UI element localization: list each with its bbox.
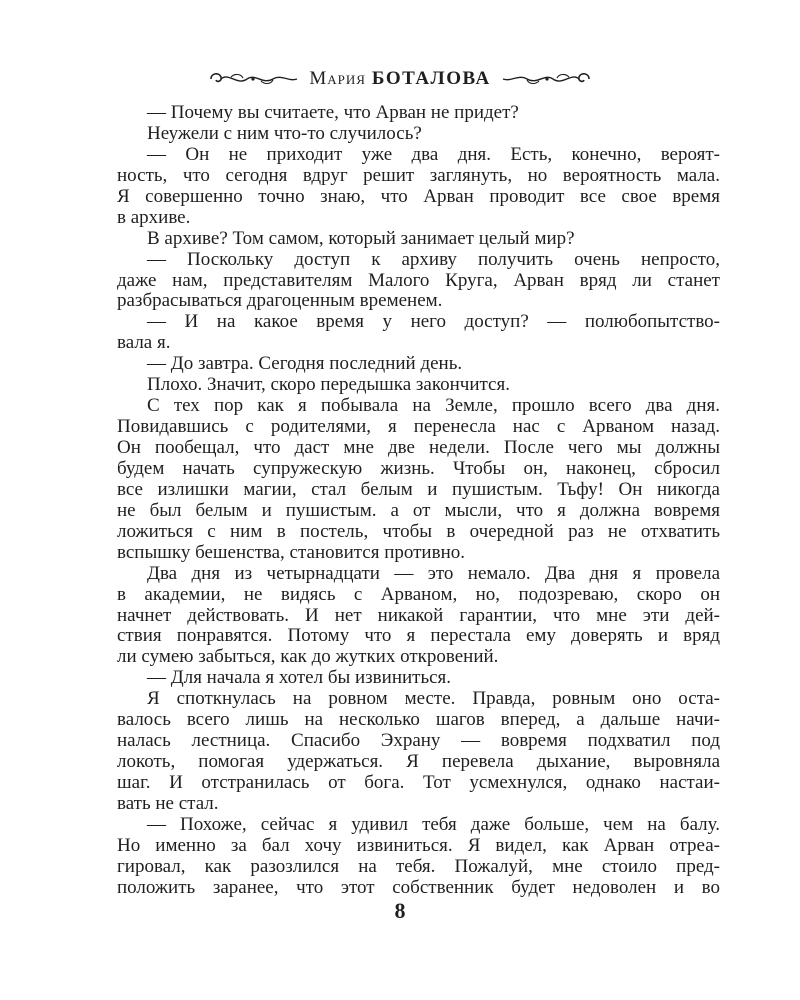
text-line: разбрасываться драгоценным временем.: [117, 291, 443, 312]
text-line: — Поскольку доступ к архиву получить очень непросто,: [147, 249, 720, 270]
text-line: Я споткнулась на ровном месте. Правда, ровным оно оста-: [147, 689, 720, 710]
text-line: вать не стал.: [117, 793, 219, 814]
page-number: 8: [394, 898, 406, 923]
text-line: в академии, не видясь с Арваном, но, подозреваю, скоро он: [117, 584, 720, 605]
text-line: не был белым и пушистым. а от мысли, что я должна вовремя: [117, 500, 720, 521]
text-line: — Похоже, сейчас я удивил тебя даже больше, чем на балу.: [147, 814, 720, 835]
page-body-text: [117, 103, 720, 899]
text-line: Два дня из четырнадцати — это немало. Два дня я провела: [147, 563, 720, 584]
text-line: — Для начала я хотел бы извиниться.: [147, 668, 452, 689]
text-line: в архиве.: [117, 207, 191, 228]
text-line: Я совершенно точно знаю, что Арван проводит все свое время: [117, 186, 720, 207]
text-line: Повидавшись с родителями, я перенесла нас с Арваном назад.: [117, 417, 720, 438]
text-line: ложиться с ним в постель, чтобы в очередной раз не отхватить: [117, 521, 720, 542]
text-line: — Он не приходит уже два дня. Есть, конечно, вероят-: [147, 144, 720, 165]
text-line: Плохо. Значит, скоро передышка закончится.: [147, 375, 510, 396]
text-line: Он пообещал, что даст мне две недели. После чего мы должны: [117, 438, 720, 458]
flourish-ornament-left-icon: [207, 68, 299, 90]
text-line: вспышку бешенства, становится противно.: [117, 542, 465, 563]
text-line: валось всего лишь на несколько шагов вперед, а дальше начи-: [117, 710, 720, 731]
author-last-name: БОТАЛОВА: [371, 68, 491, 89]
flourish-ornament-right-icon: [501, 68, 593, 90]
text-line: шаг. И отстранилась от бога. Тот усмехнулся, однако настаи-: [117, 773, 720, 793]
text-line: налась лестница. Спасибо Эхрану — вовремя подхватил под: [117, 731, 720, 752]
author-first-name: Мария: [309, 68, 366, 89]
text-line: С тех пор как я побывала на Земле, прошло всего два дня.: [147, 396, 720, 417]
text-line: будем начать супружескую жизнь. Чтобы он, наконец, сбросил: [117, 458, 720, 479]
text-line: В архиве? Том самом, который занимает целый мир?: [147, 228, 575, 249]
text-line: ность, что сегодня вдруг решит заглянуть, но вероятность мала.: [117, 165, 720, 186]
running-header: [0, 64, 800, 94]
text-line: ствия понравятся. Потому что я перестала ему доверять и вряд: [117, 626, 720, 647]
text-line: — До завтра. Сегодня последний день.: [147, 354, 463, 375]
text-line: Неужели с ним что-то случилось?: [147, 123, 422, 144]
text-line: гировал, как разозлился на тебя. Пожалуй, мне стоило пред-: [117, 856, 720, 877]
text-line: даже нам, представителям Малого Круга, Арван вряд ли станет: [117, 270, 720, 291]
text-line: ли сумею забыться, как до жутких откровений.: [117, 647, 499, 668]
text-line: — Почему вы считаете, что Арван не придет?: [147, 103, 519, 123]
text-line: начнет действовать. И нет никакой гарантии, что мне эти дей-: [117, 605, 720, 626]
text-line: положить заранее, что этот собственник будет недоволен и во: [117, 877, 720, 898]
book-author: [309, 68, 490, 90]
text-line: Но именно за бал хочу извиниться. Я видел, как Арван отреа-: [117, 835, 720, 856]
text-line: вала я.: [117, 333, 171, 354]
text-line: локоть, помогая удержаться. Я перевела дыхание, выровняла: [117, 752, 720, 773]
text-line: — И на какое время у него доступ? — полюбопытство-: [147, 312, 720, 333]
text-line: все излишки магии, стал белым и пушистым. Тьфу! Он никогда: [117, 479, 720, 500]
